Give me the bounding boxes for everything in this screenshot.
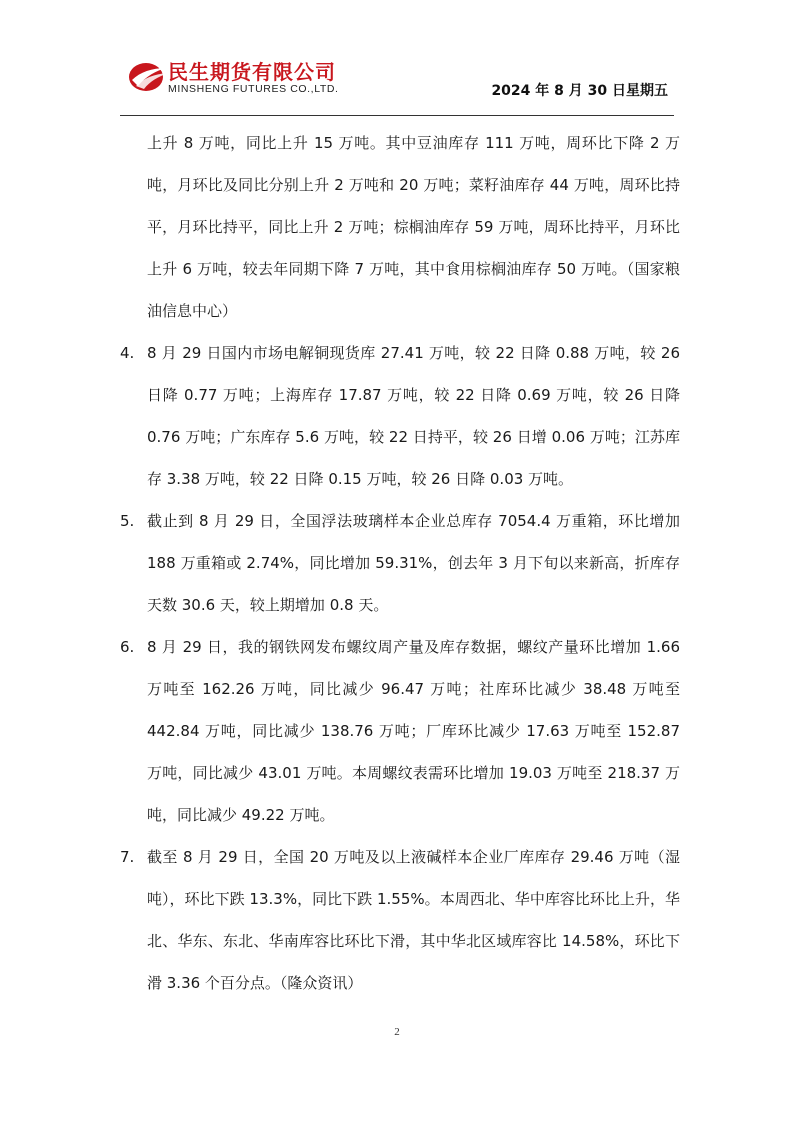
list-item-6 <box>120 626 680 836</box>
list-item-4 <box>120 332 680 500</box>
minsheng-logo-icon <box>126 56 170 96</box>
list-item-number: 6. <box>120 638 135 656</box>
report-date: 2024 年 8 月 30 日星期五 <box>491 83 668 99</box>
document-body <box>120 122 680 1004</box>
company-logo <box>126 56 366 100</box>
list-item-7 <box>120 836 680 1004</box>
logo-english-name: MINSHENG FUTURES CO.,LTD. <box>168 83 339 95</box>
list-item-number: 5. <box>120 512 135 530</box>
header-divider <box>120 115 674 116</box>
logo-chinese-name: 民生期货有限公司 <box>168 60 336 84</box>
list-item-5 <box>120 500 680 626</box>
list-item-text: 8 月 29 日国内市场电解铜现货库 27.41 万吨，较 22 日降 0.88 万吨，较 26 日降 0.77 万吨；上海库存 17.87 万吨，较 22 日降 0.69 万吨，较 26 日降 0.76 万吨；广东库存 5.6 万吨，较 22 日持平，较 26 日增 0.06 万吨；江苏库存 3.38 万吨，较 22 日降 0.15 万吨，较 26 日降 0.03 万吨。 <box>147 344 680 488</box>
list-item-number: 7. <box>120 848 135 866</box>
list-item-number: 4. <box>120 344 135 362</box>
page-number: 2 <box>394 1026 400 1038</box>
list-item-text: 截至 8 月 29 日，全国 20 万吨及以上液碱样本企业厂库库存 29.46 万吨（湿吨），环比下跌 13.3%，同比下跌 1.55%。本周西北、华中库容比环比上升，华北、华东、东北、华南库容比环比下滑，其中华北区域库容比 14.58%，环比下滑 3.36 个百分点。（隆众资讯） <box>147 848 680 992</box>
list-item-text: 8 月 29 日，我的钢铁网发布螺纹周产量及库存数据，螺纹产量环比增加 1.66 万吨至 162.26 万吨，同比减少 96.47 万吨；社库环比减少 38.48 万吨至 442.84 万吨，同比减少 138.76 万吨；厂库环比减少 17.63 万吨至 152.87 万吨，同比减少 43.01 万吨。本周螺纹表需环比增加 19.03 万吨至 218.37 万吨，同比减少 49.22 万吨。 <box>147 638 680 824</box>
list-item-text: 截止到 8 月 29 日，全国浮法玻璃样本企业总库存 7054.4 万重箱，环比增加 188 万重箱或 2.74%，同比增加 59.31%，创去年 3 月下旬以来新高，折库存天数 30.6 天，较上期增加 0.8 天。 <box>147 512 680 614</box>
continued-paragraph: 上升 8 万吨，同比上升 15 万吨。其中豆油库存 111 万吨，周环比下降 2 万吨，月环比及同比分别上升 2 万吨和 20 万吨；菜籽油库存 44 万吨，周环比持平，月环比持平，同比上升 2 万吨；棕榈油库存 59 万吨，周环比持平，月环比上升 6 万吨，较去年同期下降 7 万吨，其中食用棕榈油库存 50 万吨。（国家粮油信息中心） <box>147 134 680 320</box>
page-header <box>0 0 794 120</box>
